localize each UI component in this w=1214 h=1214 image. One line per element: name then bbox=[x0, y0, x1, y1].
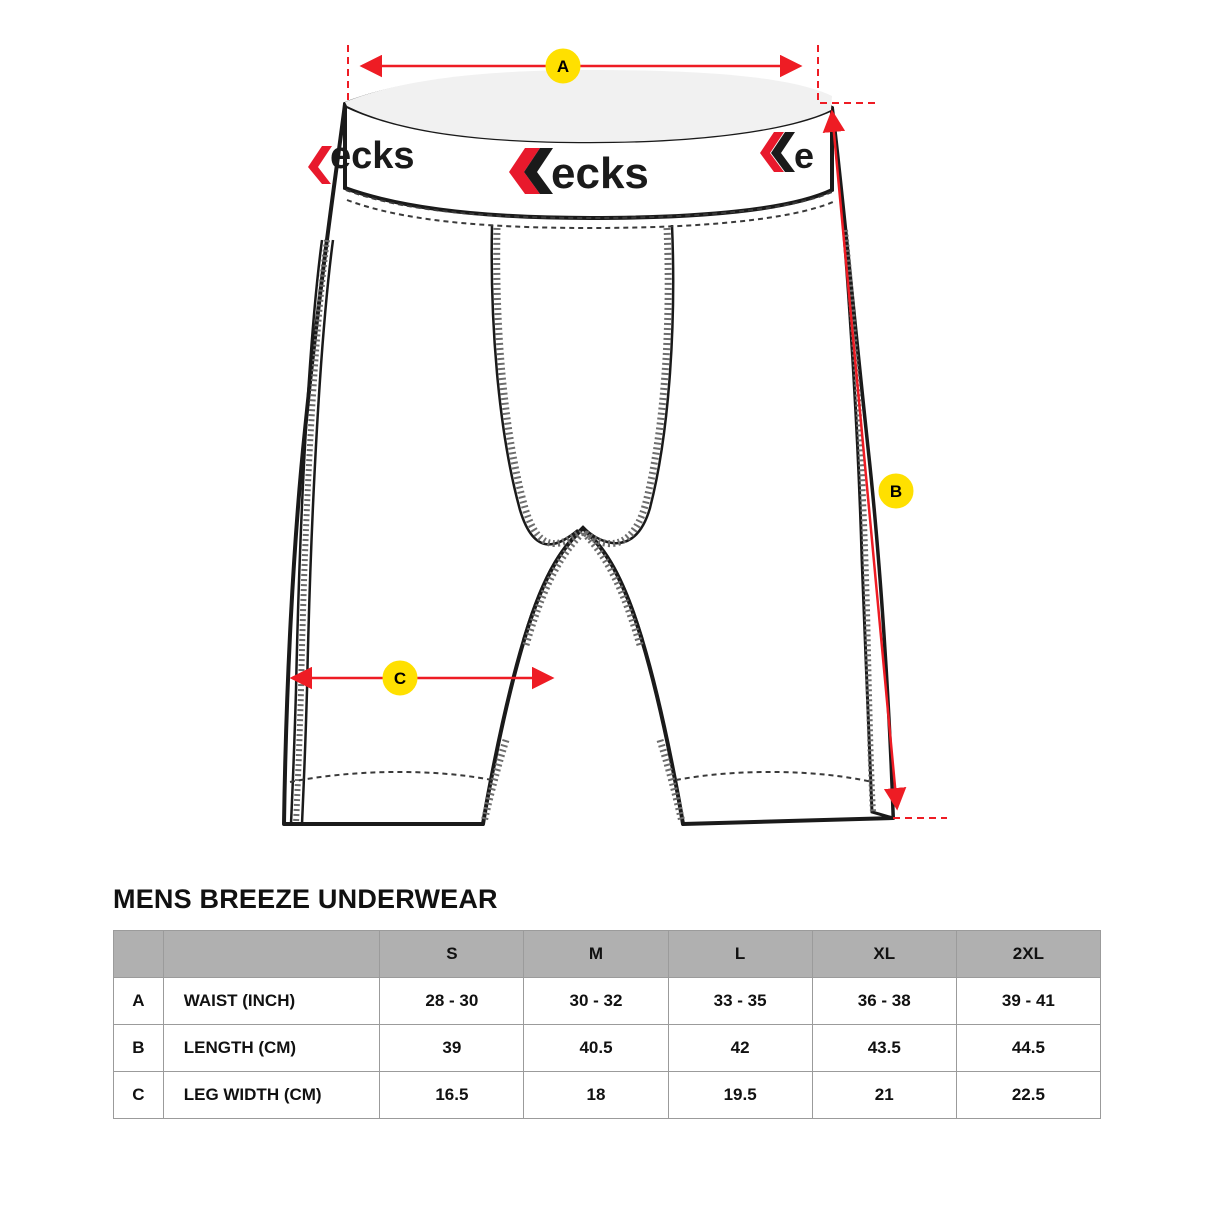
waistband-logo-left bbox=[308, 135, 415, 184]
header-size-xl: XL bbox=[812, 931, 956, 978]
dimension-c-label: C bbox=[393, 669, 407, 688]
page-title: MENS BREEZE UNDERWEAR bbox=[113, 884, 498, 914]
table-header-row bbox=[114, 931, 1101, 978]
cell-legwidth-m: 18 bbox=[524, 1072, 668, 1119]
cell-waist-m: 30 - 32 bbox=[524, 978, 668, 1025]
size-chart-table bbox=[113, 930, 1101, 1119]
svg-text:e: e bbox=[794, 135, 815, 176]
cell-waist-2xl: 39 - 41 bbox=[956, 978, 1100, 1025]
header-size-2xl: 2XL bbox=[956, 931, 1100, 978]
row-measurement-leg-width: LEG WIDTH (CM) bbox=[163, 1072, 380, 1119]
row-key-a: A bbox=[114, 978, 164, 1025]
header-size-l: L bbox=[668, 931, 812, 978]
cell-waist-xl: 36 - 38 bbox=[812, 978, 956, 1025]
header-measurement bbox=[163, 931, 380, 978]
cell-legwidth-s: 16.5 bbox=[380, 1072, 524, 1119]
row-key-c: C bbox=[114, 1072, 164, 1119]
cell-legwidth-xl: 21 bbox=[812, 1072, 956, 1119]
cell-length-s: 39 bbox=[380, 1025, 524, 1072]
cell-length-xl: 43.5 bbox=[812, 1025, 956, 1072]
table-row bbox=[114, 1025, 1101, 1072]
svg-text:ecks: ecks bbox=[330, 135, 415, 177]
table-row bbox=[114, 1072, 1101, 1119]
cell-length-2xl: 44.5 bbox=[956, 1025, 1100, 1072]
cell-legwidth-l: 19.5 bbox=[668, 1072, 812, 1119]
dimension-a-label: A bbox=[556, 57, 570, 76]
cell-waist-s: 28 - 30 bbox=[380, 978, 524, 1025]
cell-length-l: 42 bbox=[668, 1025, 812, 1072]
header-size-m: M bbox=[524, 931, 668, 978]
row-key-b: B bbox=[114, 1025, 164, 1072]
cell-legwidth-2xl: 22.5 bbox=[956, 1072, 1100, 1119]
table-row bbox=[114, 978, 1101, 1025]
header-key bbox=[114, 931, 164, 978]
underwear-illustration bbox=[283, 70, 893, 824]
row-measurement-waist: WAIST (INCH) bbox=[163, 978, 380, 1025]
row-measurement-length: LENGTH (CM) bbox=[163, 1025, 380, 1072]
cell-length-m: 40.5 bbox=[524, 1025, 668, 1072]
header-size-s: S bbox=[380, 931, 524, 978]
cell-waist-l: 33 - 35 bbox=[668, 978, 812, 1025]
svg-text:ecks: ecks bbox=[551, 149, 649, 198]
waistband-logo-center bbox=[509, 148, 649, 198]
dimension-b-label: B bbox=[889, 482, 903, 501]
